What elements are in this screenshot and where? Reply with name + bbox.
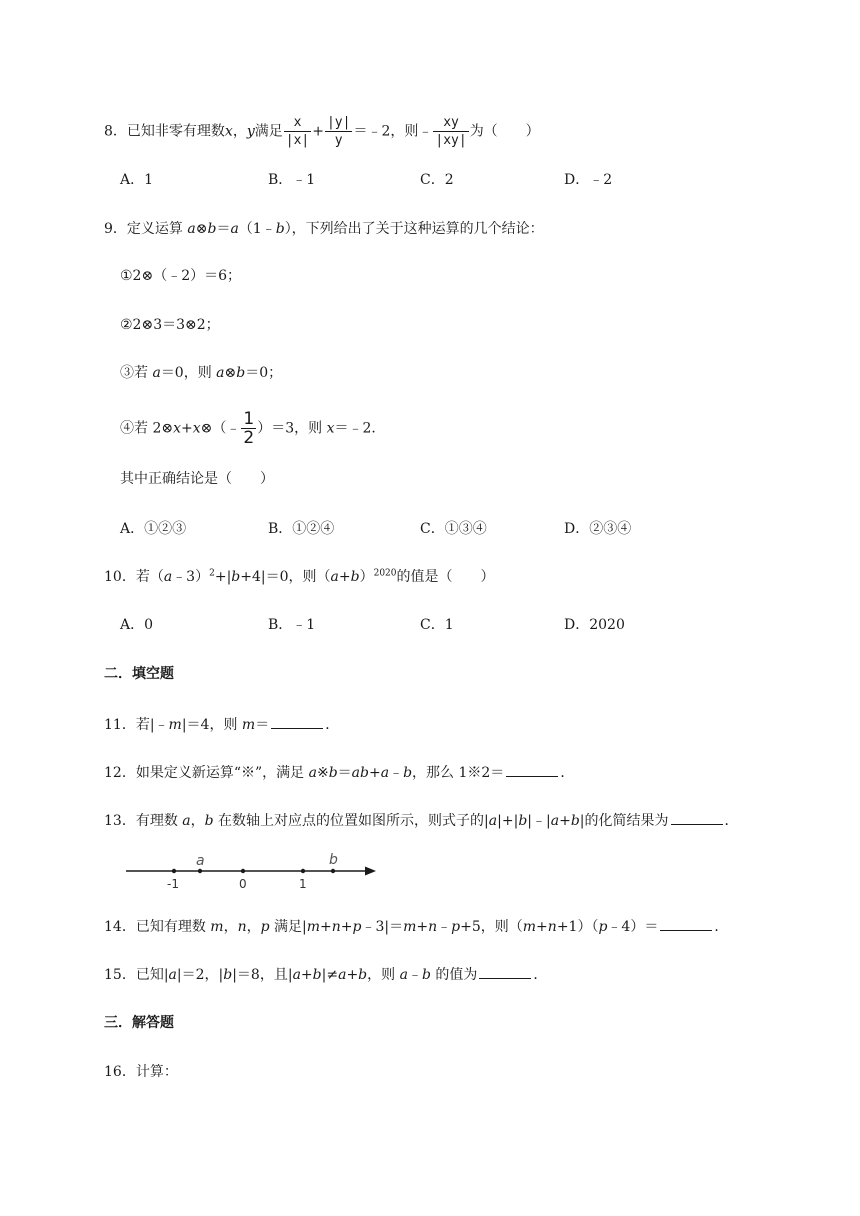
- question-13: 13．有理数 a，b 在数轴上对应点的位置如图所示，则式子的|a|+|b|﹣|a+b|的化简结果为 ．: [104, 810, 739, 831]
- point-a: [198, 869, 202, 873]
- option-a: A．0: [120, 617, 154, 633]
- option-a: A．1: [120, 172, 154, 188]
- conclusion-3: ③若 a＝0，则 a⊗b＝0；: [120, 365, 283, 381]
- question-number: 12．: [104, 765, 136, 781]
- conclusion-1: ①2⊗（﹣2）＝6；: [120, 268, 242, 284]
- label-a: a: [196, 853, 205, 869]
- answer-blank[interactable]: [271, 714, 323, 729]
- question-10: 10．若（a﹣3）$^2$+|b+4|＝0，则$(a+b)^{2020}$的值是（ ）: [104, 568, 495, 585]
- tick-point: [241, 869, 245, 873]
- fraction: $\frac{|y|}{y}$: [326, 115, 351, 148]
- option-d: D．﹣2: [564, 172, 613, 188]
- tick-point: [301, 869, 305, 873]
- fraction: $\frac{1}{2}$: [243, 409, 255, 448]
- label-b: b: [329, 852, 338, 868]
- question-number: 9．: [104, 221, 127, 237]
- question-11: 11．若|﹣m|＝4，则 m＝ ．: [104, 714, 339, 735]
- section-heading-solve: 三．解答题: [104, 1015, 174, 1031]
- question-12: 12．如果定义新运算“※”，满足 a※b＝ab+a﹣b，那么 1※2＝ ．: [104, 762, 574, 783]
- answer-blank[interactable]: [479, 964, 531, 979]
- question-number: 11．: [104, 717, 136, 733]
- tick-label-1: 1: [299, 877, 307, 891]
- question-9: 9．定义运算 a⊗b＝a（1﹣b），下列给出了关于这种运算的几个结论：: [104, 221, 544, 237]
- answer-blank[interactable]: [506, 762, 558, 777]
- question-prompt: 其中正确结论是（ ）: [120, 471, 274, 487]
- question-number: 16．: [104, 1064, 136, 1080]
- number-line-figure: [120, 850, 382, 894]
- answer-blank[interactable]: [660, 916, 712, 931]
- conclusion-2: ②2⊗3＝3⊗2；: [120, 317, 220, 333]
- question-number: 13．: [104, 813, 136, 829]
- option-c: C．①③④: [420, 521, 487, 537]
- option-b: B．﹣1: [268, 617, 316, 633]
- question-16: 16．计算：: [104, 1064, 178, 1080]
- question-number: 8．: [104, 123, 127, 140]
- question-number: 14．: [104, 919, 136, 935]
- option-d: D．2020: [564, 617, 625, 633]
- question-number: 15．: [104, 967, 136, 983]
- tick-label-minus-1: -1: [167, 877, 179, 891]
- question-14: 14．已知有理数 m，n，p 满足|m+n+p﹣3|＝m+n﹣p+5，则（m+n+1）（p﹣4）＝ ．: [104, 916, 728, 937]
- arrow-icon: [365, 867, 376, 876]
- tick-point: [172, 869, 176, 873]
- tick-label-0: 0: [239, 877, 247, 891]
- option-a: A．①②③: [120, 521, 187, 537]
- option-c: C．1: [420, 617, 454, 633]
- point-b: [331, 869, 335, 873]
- fraction: $\frac{xy}{|xy|}$: [435, 115, 467, 148]
- option-c: C．2: [420, 172, 454, 188]
- conclusion-4: ④若 2⊗x+x⊗（﹣ $\frac{1}{2}$ ）＝3，则 x＝﹣2．: [120, 409, 386, 448]
- question-8: 8．已知非零有理数x，y满足 $\frac{x}{|x|}$ + $\frac{|y|}{y}$ ＝﹣2，则﹣ $\frac{xy}{|xy|}$ 为（ ）: [104, 115, 540, 148]
- option-b: B．①②④: [268, 521, 335, 537]
- section-heading-fill-in: 二．填空题: [104, 666, 174, 682]
- question-15: 15．已知|a|＝2，|b|＝8，且|a+b|≠a+b，则 a﹣b 的值为 ．: [104, 964, 547, 985]
- option-d: D．②③④: [564, 521, 632, 537]
- answer-blank[interactable]: [671, 810, 723, 825]
- option-b: B．﹣1: [268, 172, 316, 188]
- question-number: 10．: [104, 569, 136, 585]
- fraction: $\frac{x}{|x|}$: [285, 115, 310, 148]
